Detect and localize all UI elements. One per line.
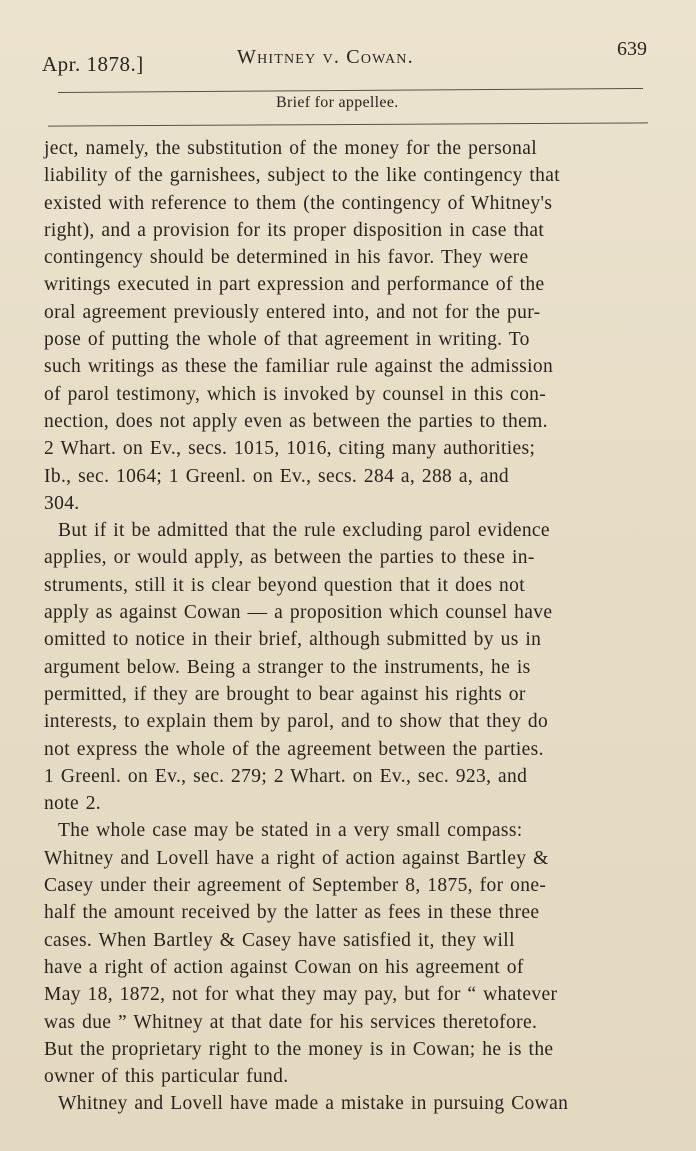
text-line: cases. When Bartley & Casey have satisfied it, they will — [44, 929, 515, 951]
text-line: 1 Greenl. on Ev., sec. 279; 2 Whart. on Ev., sec. 923, and — [44, 765, 528, 787]
section-heading: Brief for appellee. — [276, 94, 399, 111]
text-line: right), and a provision for its proper disposition in case that — [44, 219, 545, 241]
text-line: owner of this particular fund. — [44, 1066, 289, 1088]
text-line: struments, still it is clear beyond question that it does not — [44, 574, 526, 596]
text-line: omitted to notice in their brief, although submitted by us in — [44, 629, 542, 651]
paragraph-start-line: The whole case may be stated in a very small compass: — [58, 820, 523, 842]
text-line: oral agreement previously entered into, and not for the pur- — [44, 301, 541, 323]
text-line: half the amount received by the latter as fees in these three — [44, 902, 540, 924]
text-line: such writings as these the familiar rule against the admission — [44, 356, 554, 378]
text-line: nection, does not apply even as between the parties to them. — [44, 410, 548, 432]
paragraph-start-line: Whitney and Lovell have made a mistake in pursuing Cowan — [58, 1093, 569, 1115]
text-line: existed with reference to them (the contingency of Whitney's — [44, 192, 553, 214]
text-line: 304. — [44, 492, 80, 514]
text-line: permitted, if they are brought to bear against his rights or — [44, 683, 526, 705]
text-line: ject, namely, the substitution of the money for the personal — [44, 138, 537, 159]
text-line: Ib., sec. 1064; 1 Greenl. on Ev., secs. 284 a, 288 a, and — [44, 465, 510, 487]
text-line: Casey under their agreement of September 8, 1875, for one- — [44, 875, 547, 897]
page-number: 639 — [617, 38, 647, 60]
section-rule — [48, 122, 648, 126]
text-line: May 18, 1872, not for what they may pay, but for “ whatever — [44, 984, 558, 1006]
text-line: note 2. — [44, 793, 102, 815]
text-line: interests, to explain them by parol, and to show that they do — [44, 711, 549, 733]
text-line: of parol testimony, which is invoked by counsel in this con- — [44, 383, 547, 405]
header-date: Apr. 1878.] — [42, 52, 144, 76]
text-line: apply as against Cowan — a proposition which counsel have — [44, 602, 553, 624]
text-line: writings executed in part expression and performance of the — [44, 274, 545, 296]
running-head — [42, 38, 647, 78]
body-text — [44, 135, 654, 1118]
text-line: was due ” Whitney at that date for his services theretofore. — [44, 1011, 538, 1033]
text-line: pose of putting the whole of that agreement in writing. To — [44, 329, 530, 351]
text-line: 2 Whart. on Ev., secs. 1015, 1016, citing many authorities; — [44, 438, 536, 460]
header-rule — [58, 88, 643, 93]
text-line: Whitney and Lovell have a right of action against Bartley & — [44, 847, 549, 869]
text-line: liability of the garnishees, subject to the like contingency that — [44, 165, 561, 187]
text-line: But the proprietary right to the money is in Cowan; he is the — [44, 1038, 554, 1060]
case-title: Whitney v. Cowan. — [237, 46, 414, 68]
paragraph-start-line: But if it be admitted that the rule excluding parol evidence — [58, 520, 550, 542]
text-line: not express the whole of the agreement between the parties. — [44, 738, 544, 760]
text-line: argument below. Being a stranger to the instruments, he is — [44, 656, 531, 678]
text-line: applies, or would apply, as between the parties to these in- — [44, 547, 535, 569]
text-line: have a right of action against Cowan on his agreement of — [44, 956, 524, 978]
text-line: contingency should be determined in his favor. They were — [44, 247, 529, 269]
